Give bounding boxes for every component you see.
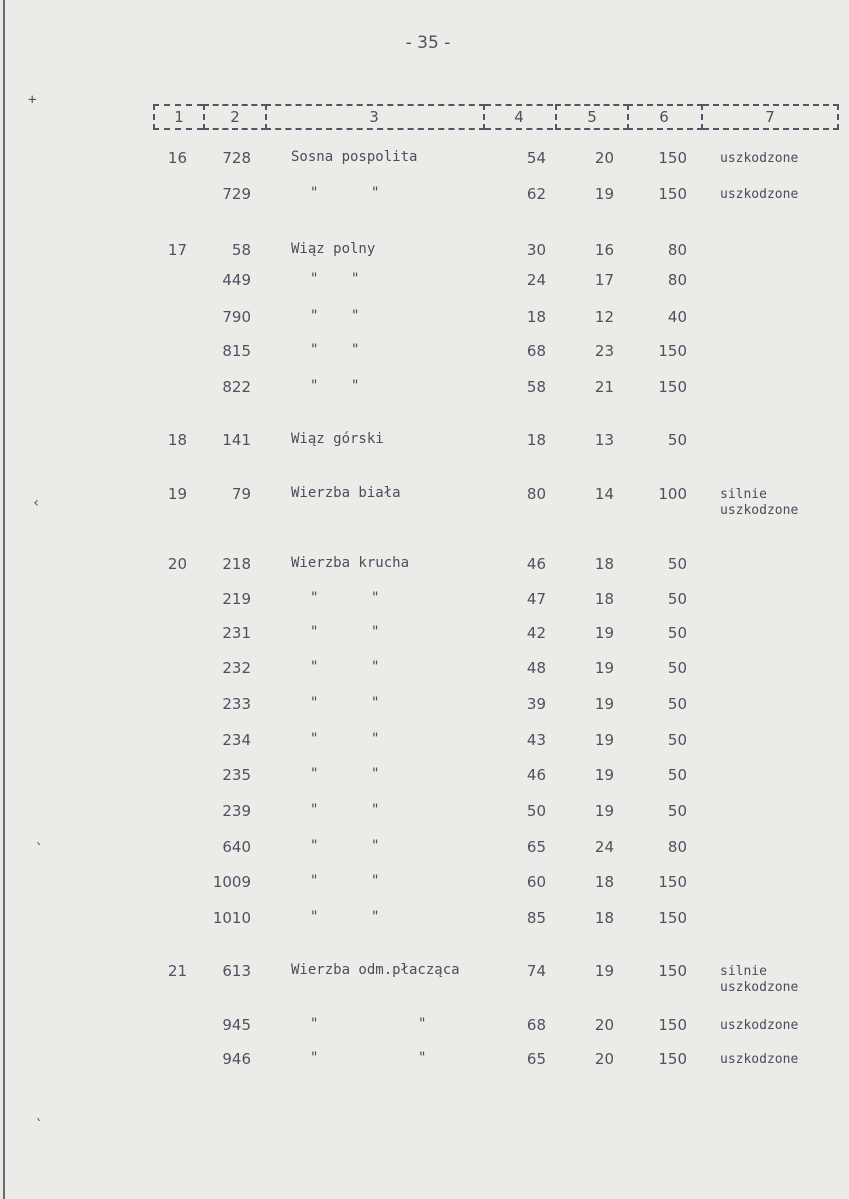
- table-row: [5, 342, 849, 364]
- cell-c2: 790: [222, 308, 251, 326]
- cell-c5: 18: [594, 555, 614, 573]
- header-col-5: 5: [555, 104, 629, 130]
- table-row: [5, 555, 849, 577]
- cell-c4: 42: [526, 624, 546, 642]
- cell-c2: 234: [222, 731, 251, 749]
- ditto-mark: ": [371, 909, 380, 925]
- table-row: [5, 731, 849, 753]
- cell-c5: 16: [594, 241, 614, 259]
- cell-c6: 80: [667, 241, 687, 259]
- table-row: [5, 185, 849, 207]
- cell-c5: 12: [594, 308, 614, 326]
- cell-c4: 48: [526, 659, 546, 677]
- ditto-mark: ": [371, 838, 380, 854]
- cell-c7: uszkodzone: [720, 1052, 799, 1067]
- cell-c6: 150: [658, 342, 687, 360]
- cell-c1: 21: [167, 962, 187, 980]
- cell-c2: 218: [222, 555, 251, 573]
- cell-c5: 14: [594, 485, 614, 503]
- cell-c5: 23: [594, 342, 614, 360]
- cell-c6: 150: [658, 1016, 687, 1034]
- cell-c6: 150: [658, 1050, 687, 1068]
- table-row: [5, 1016, 849, 1038]
- ditto-mark: ": [310, 342, 319, 358]
- cell-c2: 79: [231, 485, 251, 503]
- cell-c2: 728: [222, 149, 251, 167]
- ditto-mark: ": [351, 378, 360, 394]
- cell-c7: silnie uszkodzone: [720, 487, 799, 518]
- ditto-mark: ": [371, 185, 380, 201]
- header-col-3: 3: [265, 104, 485, 130]
- ditto-mark: ": [310, 308, 319, 324]
- ditto-mark: ": [418, 1050, 427, 1066]
- cell-c4: 46: [526, 766, 546, 784]
- table-row: [5, 485, 849, 518]
- header-col-2: 2: [203, 104, 267, 130]
- cell-c6: 50: [667, 590, 687, 608]
- cell-c5: 18: [594, 873, 614, 891]
- cell-c5: 20: [594, 1016, 614, 1034]
- cell-c2: 640: [222, 838, 251, 856]
- cell-c4: 18: [526, 431, 546, 449]
- table-row: [5, 838, 849, 860]
- ditto-mark: ": [371, 802, 380, 818]
- ditto-mark: ": [310, 271, 319, 287]
- ditto-mark: ": [310, 1016, 319, 1032]
- cell-c2: 729: [222, 185, 251, 203]
- cell-c4: 39: [526, 695, 546, 713]
- table-row: [5, 241, 849, 263]
- table-row: [5, 695, 849, 717]
- ditto-mark: ": [371, 659, 380, 675]
- cell-c5: 20: [594, 149, 614, 167]
- cell-c1: 17: [167, 241, 187, 259]
- table-row: [5, 802, 849, 824]
- table-row: [5, 1050, 849, 1072]
- table-row: [5, 271, 849, 293]
- cell-c6: 50: [667, 766, 687, 784]
- cell-c5: 19: [594, 185, 614, 203]
- cell-c7: uszkodzone: [720, 151, 799, 166]
- cell-c6: 50: [667, 624, 687, 642]
- cell-c4: 46: [526, 555, 546, 573]
- cell-c7: uszkodzone: [720, 187, 799, 202]
- cell-c6: 150: [658, 873, 687, 891]
- cell-c6: 80: [667, 838, 687, 856]
- cell-c4: 24: [526, 271, 546, 289]
- cell-c6: 50: [667, 695, 687, 713]
- cell-c3: Wierzba biała: [291, 485, 401, 501]
- cell-c4: 85: [526, 909, 546, 927]
- cell-c2: 815: [222, 342, 251, 360]
- cell-c4: 58: [526, 378, 546, 396]
- ditto-mark: ": [310, 624, 319, 640]
- cell-c2: 58: [231, 241, 251, 259]
- header-col-6: 6: [627, 104, 703, 130]
- cell-c1: 18: [167, 431, 187, 449]
- document-page: [3, 0, 849, 1199]
- cell-c4: 68: [526, 342, 546, 360]
- ditto-mark: ": [371, 624, 380, 640]
- cell-c2: 946: [222, 1050, 251, 1068]
- cell-c2: 141: [222, 431, 251, 449]
- cell-c4: 18: [526, 308, 546, 326]
- cell-c5: 19: [594, 624, 614, 642]
- cell-c6: 150: [658, 185, 687, 203]
- punch-mark-icon: `: [35, 1118, 44, 1134]
- cell-c6: 40: [667, 308, 687, 326]
- cell-c5: 24: [594, 838, 614, 856]
- cell-c6: 150: [658, 909, 687, 927]
- cell-c2: 235: [222, 766, 251, 784]
- ditto-mark: ": [310, 873, 319, 889]
- cell-c7: silnie uszkodzone: [720, 964, 799, 995]
- cell-c4: 30: [526, 241, 546, 259]
- cell-c6: 150: [658, 962, 687, 980]
- cell-c6: 50: [667, 555, 687, 573]
- cell-c2: 1009: [212, 873, 251, 891]
- table-row: [5, 766, 849, 788]
- cell-c6: 50: [667, 659, 687, 677]
- cell-c4: 54: [526, 149, 546, 167]
- ditto-mark: ": [310, 731, 319, 747]
- cell-c3: Wierzba odm.płacząca: [291, 962, 460, 978]
- ditto-mark: ": [351, 271, 360, 287]
- cell-c4: 62: [526, 185, 546, 203]
- cell-c2: 232: [222, 659, 251, 677]
- cell-c3: Sosna pospolita: [291, 149, 418, 165]
- cell-c2: 219: [222, 590, 251, 608]
- header-col-7: 7: [703, 104, 839, 130]
- cell-c5: 20: [594, 1050, 614, 1068]
- table-row: [5, 308, 849, 330]
- cell-c6: 50: [667, 802, 687, 820]
- ditto-mark: ": [310, 838, 319, 854]
- ditto-mark: ": [351, 342, 360, 358]
- ditto-mark: ": [310, 378, 319, 394]
- header-col-4: 4: [485, 104, 553, 130]
- cell-c1: 19: [167, 485, 187, 503]
- cell-c5: 21: [594, 378, 614, 396]
- table-row: [5, 873, 849, 895]
- punch-mark-icon: +: [28, 92, 37, 108]
- cell-c2: 231: [222, 624, 251, 642]
- cell-c5: 19: [594, 766, 614, 784]
- cell-c4: 65: [526, 1050, 546, 1068]
- cell-c6: 150: [658, 149, 687, 167]
- cell-c3: Wiąz polny: [291, 241, 376, 257]
- cell-c4: 65: [526, 838, 546, 856]
- cell-c1: 16: [167, 149, 187, 167]
- ditto-mark: ": [310, 695, 319, 711]
- cell-c2: 1010: [212, 909, 251, 927]
- table-row: [5, 431, 849, 453]
- ditto-mark: ": [418, 1016, 427, 1032]
- ditto-mark: ": [371, 695, 380, 711]
- punch-mark-icon: `: [35, 842, 44, 858]
- ditto-mark: ": [310, 590, 319, 606]
- cell-c2: 239: [222, 802, 251, 820]
- cell-c3: Wierzba krucha: [291, 555, 410, 571]
- ditto-mark: ": [310, 909, 319, 925]
- cell-c5: 19: [594, 659, 614, 677]
- ditto-mark: ": [310, 185, 319, 201]
- cell-c2: 233: [222, 695, 251, 713]
- cell-c4: 50: [526, 802, 546, 820]
- cell-c1: 20: [167, 555, 187, 573]
- cell-c5: 19: [594, 695, 614, 713]
- cell-c5: 19: [594, 962, 614, 980]
- table-row: [5, 909, 849, 931]
- table-row: [5, 659, 849, 681]
- cell-c4: 60: [526, 873, 546, 891]
- header-col-1: 1: [153, 104, 203, 130]
- ditto-mark: ": [371, 731, 380, 747]
- cell-c7: uszkodzone: [720, 1018, 799, 1033]
- cell-c4: 68: [526, 1016, 546, 1034]
- cell-c4: 43: [526, 731, 546, 749]
- cell-c5: 19: [594, 802, 614, 820]
- cell-c5: 18: [594, 909, 614, 927]
- cell-c3: Wiąz górski: [291, 431, 384, 447]
- punch-mark-icon: ‹: [32, 495, 41, 511]
- cell-c4: 80: [526, 485, 546, 503]
- cell-c6: 80: [667, 271, 687, 289]
- cell-c4: 47: [526, 590, 546, 608]
- cell-c5: 13: [594, 431, 614, 449]
- ditto-mark: ": [310, 659, 319, 675]
- ditto-mark: ": [371, 766, 380, 782]
- ditto-mark: ": [310, 802, 319, 818]
- cell-c2: 822: [222, 378, 251, 396]
- cell-c2: 945: [222, 1016, 251, 1034]
- ditto-mark: ": [351, 308, 360, 324]
- cell-c5: 19: [594, 731, 614, 749]
- cell-c2: 613: [222, 962, 251, 980]
- table-row: [5, 624, 849, 646]
- table-row: [5, 149, 849, 171]
- cell-c6: 150: [658, 378, 687, 396]
- cell-c2: 449: [222, 271, 251, 289]
- table-row: [5, 378, 849, 400]
- cell-c4: 74: [526, 962, 546, 980]
- ditto-mark: ": [371, 873, 380, 889]
- ditto-mark: ": [310, 1050, 319, 1066]
- table-row: [5, 962, 849, 995]
- cell-c6: 50: [667, 431, 687, 449]
- page-number: - 35 -: [405, 33, 451, 53]
- cell-c5: 17: [594, 271, 614, 289]
- cell-c6: 100: [658, 485, 687, 503]
- ditto-mark: ": [371, 590, 380, 606]
- table-row: [5, 590, 849, 612]
- cell-c5: 18: [594, 590, 614, 608]
- cell-c6: 50: [667, 731, 687, 749]
- ditto-mark: ": [310, 766, 319, 782]
